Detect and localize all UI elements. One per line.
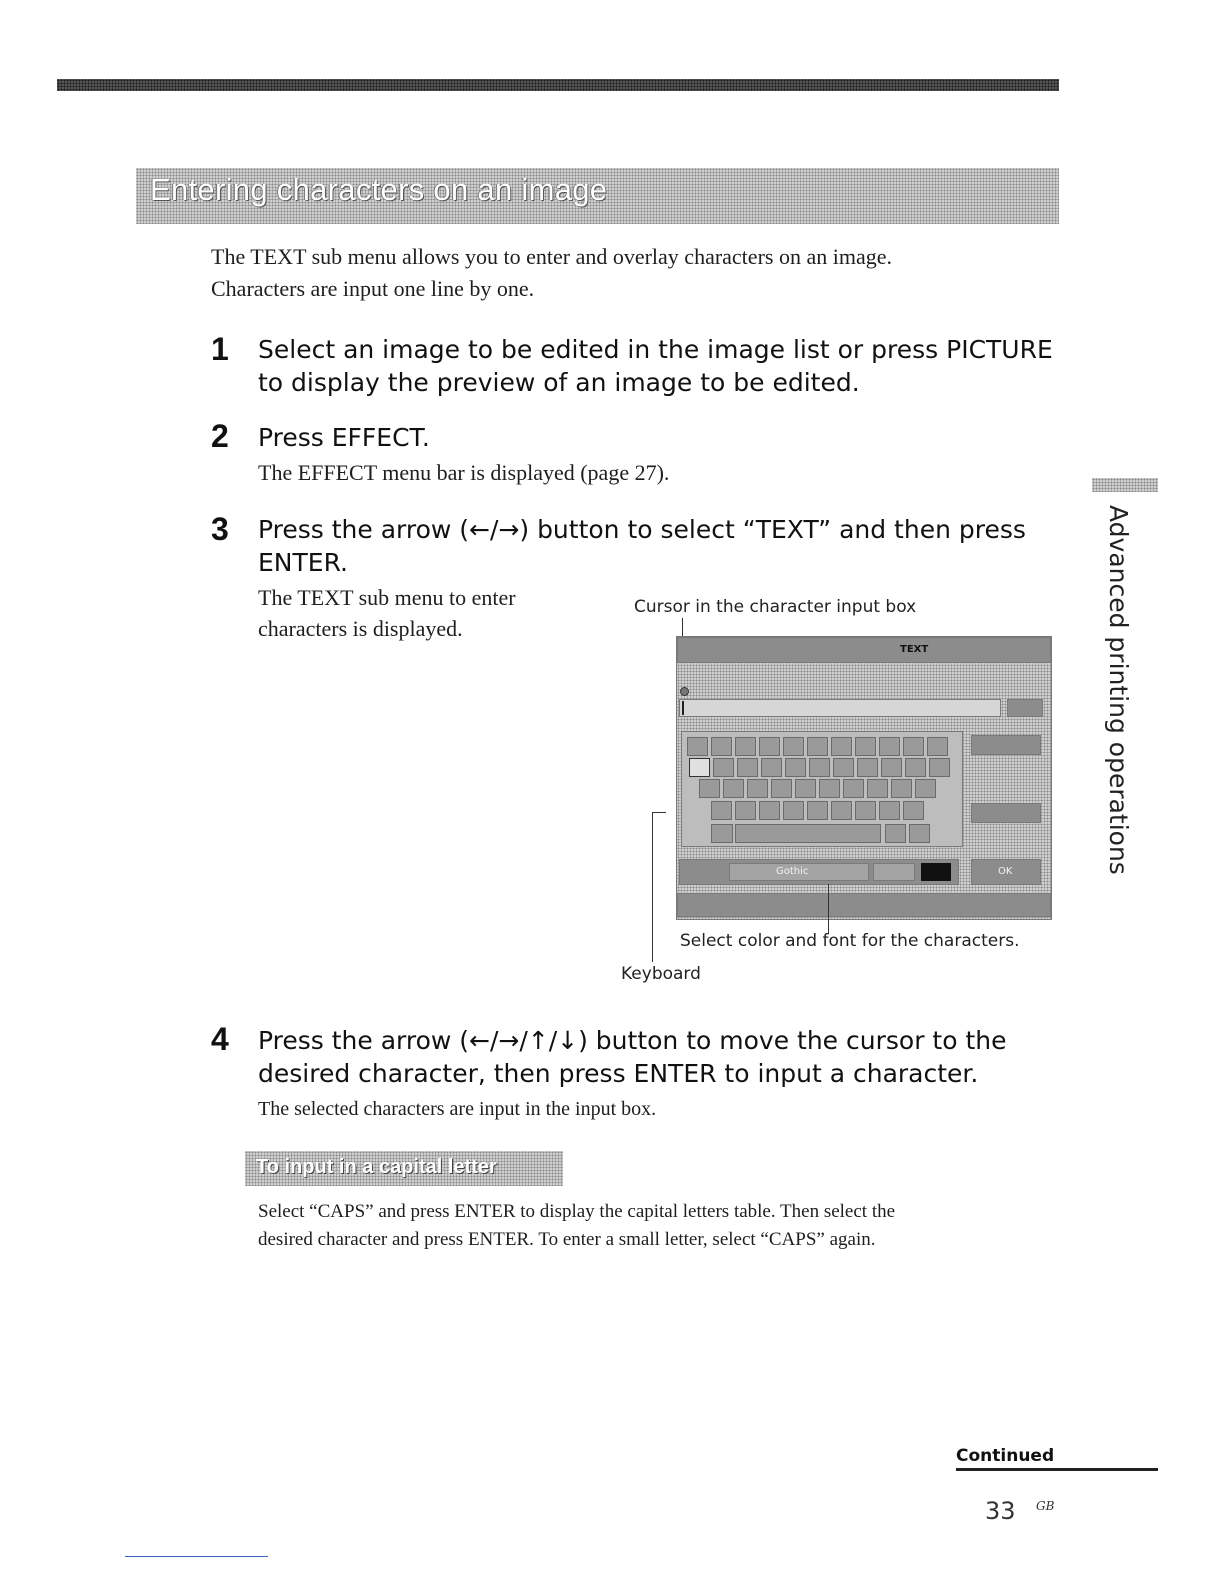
footer-rule: [125, 1556, 268, 1557]
step-3-heading-line-2: ENTER.: [258, 548, 348, 577]
key[interactable]: [771, 779, 792, 798]
intro-line-2: Characters are input one line by one.: [211, 276, 535, 301]
side-tab-label: [1095, 505, 1135, 875]
key[interactable]: [783, 737, 804, 756]
key[interactable]: [855, 801, 876, 820]
step-2-number: 2: [211, 418, 229, 454]
continued-rule: [956, 1468, 1158, 1471]
ok-label: OK: [998, 866, 1013, 877]
key[interactable]: [737, 758, 758, 777]
side-tab-text: Advanced printing operations: [1104, 505, 1133, 875]
character-input-box[interactable]: [679, 699, 1001, 717]
step-4-heading-line-1: Press the arrow (←/→/↑/↓) button to move the cursor to the: [258, 1026, 1007, 1055]
key[interactable]: [831, 737, 852, 756]
key[interactable]: [809, 758, 830, 777]
key[interactable]: [723, 779, 744, 798]
subsection-line-2: desired character and press ENTER. To enter a small letter, select “CAPS” again.: [258, 1229, 876, 1250]
header-rule: [57, 79, 1059, 91]
key[interactable]: [905, 758, 926, 777]
callout-font-leader: [828, 884, 829, 934]
color-swatch[interactable]: [921, 863, 951, 881]
key[interactable]: [699, 779, 720, 798]
step-1-heading-line-1: Select an image to be edited in the image list or press PICTURE: [258, 335, 1053, 364]
step-3-number: 3: [211, 511, 229, 547]
step-3-body-line-1: The TEXT sub menu to enter: [258, 585, 516, 610]
font-select[interactable]: [729, 863, 869, 881]
key[interactable]: [795, 779, 816, 798]
key-selected[interactable]: [689, 758, 710, 777]
key[interactable]: [833, 758, 854, 777]
step-2-body: The EFFECT menu bar is displayed (page 27).: [258, 460, 670, 485]
key[interactable]: [785, 758, 806, 777]
caps-button[interactable]: [971, 803, 1041, 823]
key[interactable]: [687, 737, 708, 756]
key[interactable]: [881, 758, 902, 777]
key[interactable]: [819, 779, 840, 798]
step-3-heading-line-1: Press the arrow (←/→) button to select “TEXT” and then press: [258, 515, 1026, 544]
key[interactable]: [891, 779, 912, 798]
key[interactable]: [915, 779, 936, 798]
section-title: Entering characters on an image: [150, 172, 608, 207]
step-1-number: 1: [211, 331, 229, 367]
ok-button[interactable]: [971, 859, 1041, 885]
key[interactable]: [843, 779, 864, 798]
key[interactable]: [747, 779, 768, 798]
key[interactable]: [713, 758, 734, 777]
key[interactable]: [735, 737, 756, 756]
text-submenu-screen: [676, 636, 1052, 920]
color-label: [873, 863, 915, 881]
callout-keyboard-tick: [652, 812, 666, 813]
subsection-line-1: Select “CAPS” and press ENTER to display the capital letters table. Then select the: [258, 1201, 896, 1222]
key[interactable]: [807, 801, 828, 820]
key[interactable]: [903, 801, 924, 820]
key[interactable]: [711, 801, 732, 820]
key[interactable]: [711, 824, 733, 843]
key[interactable]: [711, 737, 732, 756]
callout-keyboard: Keyboard: [621, 964, 701, 984]
key[interactable]: [867, 779, 888, 798]
key[interactable]: [885, 824, 906, 843]
subsection-title: To input in a capital letter: [256, 1156, 497, 1178]
menu-item-text: TEXT: [900, 644, 929, 655]
input-arrows-button[interactable]: [1007, 699, 1043, 717]
key[interactable]: [761, 758, 782, 777]
continued-label: Continued: [956, 1446, 1055, 1466]
step-4-heading-line-2: desired character, then press ENTER to input a character.: [258, 1059, 979, 1088]
key[interactable]: [855, 737, 876, 756]
space-key[interactable]: [735, 824, 881, 843]
text-cursor: [682, 701, 684, 715]
callout-cursor: Cursor in the character input box: [634, 597, 917, 617]
callout-keyboard-leader: [652, 812, 653, 962]
guide-bar: [677, 893, 1051, 917]
key[interactable]: [909, 824, 930, 843]
step-4-body: The selected characters are input in the input box.: [258, 1098, 657, 1120]
cursor-marker: [680, 687, 689, 696]
key[interactable]: [927, 737, 948, 756]
page-number: 33: [985, 1497, 1016, 1525]
callout-font: Select color and font for the characters.: [680, 931, 1020, 951]
key[interactable]: [903, 737, 924, 756]
key[interactable]: [759, 801, 780, 820]
intro-line-1: The TEXT sub menu allows you to enter and overlay characters on an image.: [211, 244, 892, 269]
step-3-body-line-2: characters is displayed.: [258, 616, 463, 641]
step-4-number: 4: [211, 1021, 229, 1057]
key[interactable]: [857, 758, 878, 777]
font-value: Gothic: [776, 866, 809, 877]
side-tab-marker: [1092, 478, 1158, 492]
key[interactable]: [807, 737, 828, 756]
key[interactable]: [929, 758, 950, 777]
key[interactable]: [783, 801, 804, 820]
key[interactable]: [879, 801, 900, 820]
step-1-heading-line-2: to display the preview of an image to be edited.: [258, 368, 860, 397]
step-2-heading: Press EFFECT.: [258, 423, 430, 452]
key[interactable]: [879, 737, 900, 756]
page-suffix: GB: [1036, 1499, 1055, 1513]
key[interactable]: [735, 801, 756, 820]
key[interactable]: [759, 737, 780, 756]
key[interactable]: [831, 801, 852, 820]
side-button-1[interactable]: [971, 735, 1041, 755]
effect-menu-bar: [677, 637, 1051, 663]
